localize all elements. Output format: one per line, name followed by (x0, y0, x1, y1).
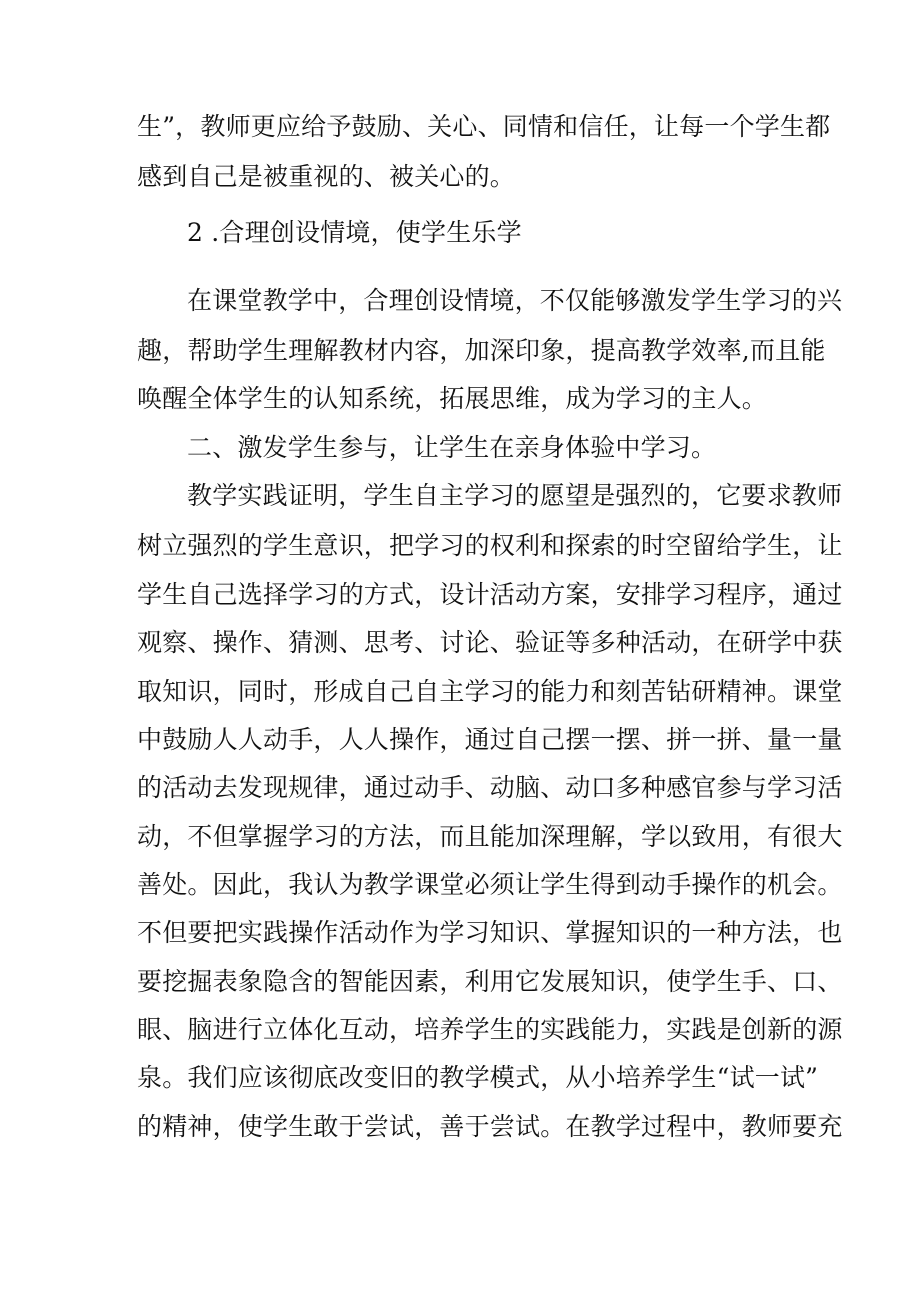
text-line: 的活动去发现规律，通过动手、动脑、动口多种感官参与学习活 (137, 773, 843, 802)
text-line: 观察、操作、猜测、思考、讨论、验证等多种活动，在研学中获 (137, 628, 843, 657)
text-line: 唤醒全体学生的认知系统，拓展思维，成为学习的主人。 (137, 384, 768, 413)
text-line: 生”，教师更应给予鼓励、关心、同情和信任，让每一个学生都 (137, 112, 831, 141)
text-line: 学生自己选择学习的方式，设计活动方案，安排学习程序，通过 (137, 580, 843, 609)
text-line: 的精神，使学生敢于尝试，善于尝试。在教学过程中，教师要充 (137, 1112, 843, 1141)
section-heading: 二、激发学生参与，让学生在亲身体验中学习。 (187, 433, 717, 462)
text-line: 眼、脑进行立体化互动，培养学生的实践能力，实践是创新的源 (137, 1015, 843, 1044)
text-line: 教学实践证明，学生自主学习的愿望是强烈的，它要求教师 (187, 481, 843, 510)
text-line: 趣，帮助学生理解教材内容，加深印象，提高教学效率,而且能 (137, 336, 826, 365)
section-heading: 2 .合理创设情境，使学生乐学 (187, 218, 522, 247)
text-line: 要挖掘表象隐含的智能因素，利用它发展知识，使学生手、口、 (137, 967, 843, 996)
text-line: 在课堂教学中，合理创设情境，不仅能够激发学生学习的兴 (187, 286, 843, 315)
text-line: 不但要把实践操作活动作为学习知识、掌握知识的一种方法，也 (137, 918, 843, 947)
text-line: 树立强烈的学生意识，把学习的权利和探索的时空留给学生，让 (137, 531, 843, 560)
text-line: 善处。因此，我认为教学课堂必须让学生得到动手操作的机会。 (137, 870, 843, 899)
text-line: 取知识，同时，形成自己自主学习的能力和刻苦钻研精神。课堂 (137, 677, 843, 706)
text-line: 感到自己是被重视的、被关心的。 (137, 162, 516, 191)
text-line: 动，不但掌握学习的方法，而且能加深理解，学以致用，有很大 (137, 822, 843, 851)
text-line: 中鼓励人人动手，人人操作，通过自己摆一摆、拼一拼、量一量 (137, 725, 843, 754)
text-line: 泉。我们应该彻底改变旧的教学模式，从小培养学生“试一试” (137, 1063, 819, 1092)
